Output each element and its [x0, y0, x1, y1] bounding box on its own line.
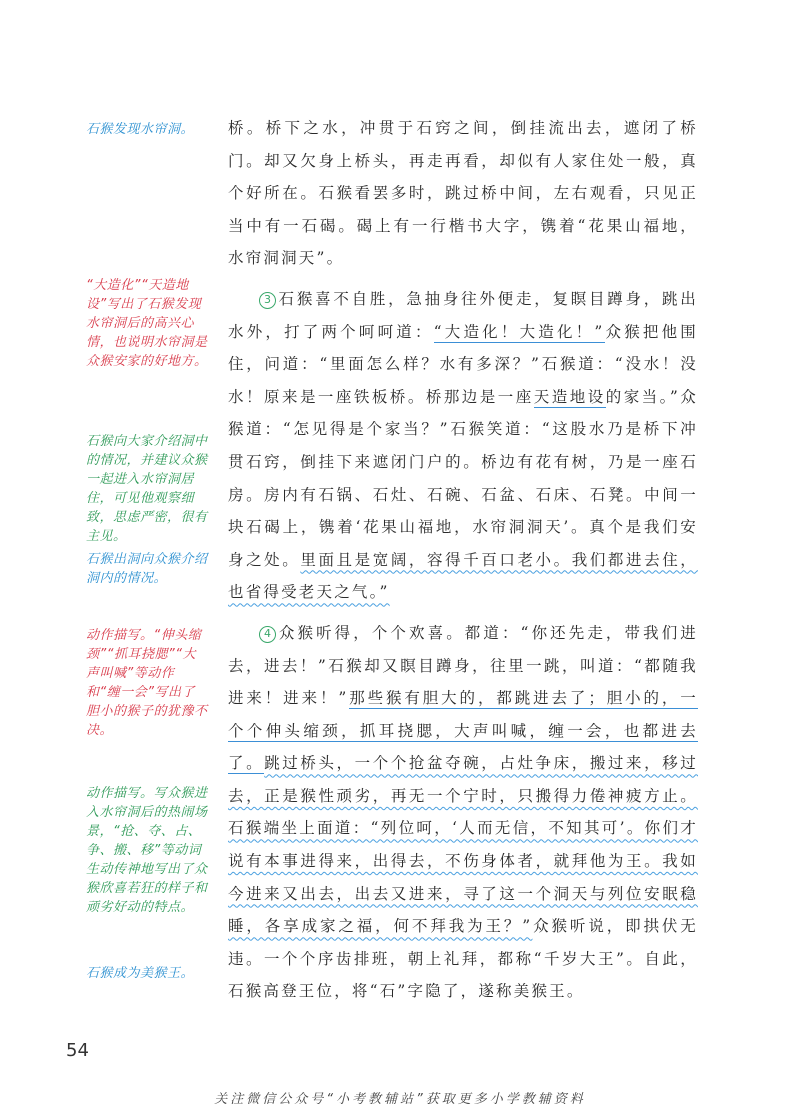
paragraph-3-text-a: 石猴喜不自胜，急抽身往外便走，复瞑目蹲身，跳出水外，打了两个呵呵道：	[228, 289, 698, 341]
margin-note-character: 石猴向大家介绍洞中的情况，并建议众猴一起进入水帘洞居住，可见他观察细致，思虑严密，很有主见。	[86, 434, 208, 544]
paragraph-number-4: 4	[259, 626, 276, 643]
margin-note-happiness: “大造化”“天造地设”写出了石猴发现水帘洞后的高兴心情，也说明水帘洞是众猴安家的好地方。	[86, 278, 208, 369]
underlined-phrase-da-zao-hua: “大造化！大造化！”	[433, 322, 605, 341]
paragraph-4-text-e: 众猴听说，即拱伏无违。一个个序齿排班，朝上礼拜，都称“千岁大王”。自此，石猴高登王位，将“石”字隐了，遂称美猴王。	[228, 917, 698, 1001]
wavy-underlined-sentence-spacious: 里面且是宽阔，容得千百口老小。我们都进去住，也省得受老天之气。”	[228, 550, 698, 602]
margin-note-lively-scene: 动作描写。写众猴进入水帘洞后的热闹场景，“抢、夺、占、争、搬、移”等动词生动传神地写出了众猴欣喜若狂的样子和顽劣好动的特点。	[86, 786, 208, 915]
main-text	[228, 112, 698, 1008]
underlined-phrase-tian-zao-di-she: 天造地设	[533, 387, 606, 406]
paragraph-number-3: 3	[259, 292, 276, 309]
paragraph-3-text-e: 的家当。”众猴道：“怎见得是个家当？”石猴笑道：“这股水乃是桥下冲贯石窍，倒挂下来遮闭门户的。桥边有花有树，乃是一座石房。房内有石锅、石灶、石碗、石盆、石床、石凳。中间一块石碣上，镌着‘花果山福地，水帘洞洞天’。真个是我们安身之处。	[228, 387, 699, 569]
page-number: 54	[66, 1040, 89, 1061]
margin-note-timid-monkeys: 动作描写。“伸头缩颈”“抓耳挠腮”“大声叫喊”等动作和“缠一会”写出了胆小的猴子的犹豫不决。	[86, 628, 208, 738]
margin-note-discovery: 石猴发现水帘洞。	[86, 122, 195, 137]
margin-note-introduce: 石猴出洞向众猴介绍洞内的情况。	[86, 552, 208, 586]
paragraph-4	[228, 617, 698, 1008]
wavy-underlined-sentence-lively-scene: 跳过桥头，一个个抢盆夺碗，占灶争床，搬过来，移过去，正是猴性顽劣，再无一个宁时，只搬得力倦神疲方止。	[228, 754, 698, 805]
paragraph-4-text-a: 众猴听得，个个欢喜。都道：“你还先走，带我们进去，进去！”石猴却又瞑目蹲身，往里一跳，叫道：“都随我进来！进来！”	[228, 623, 698, 708]
footer-watermark-text: 关注微信公众号“小考教辅站”获取更多小学教辅资料	[214, 1092, 586, 1107]
paragraph-1-text: 桥。桥下之水，冲贯于石窍之间，倒挂流出去，遮闭了桥门。却又欠身上桥头，再走再看，却似有人家住处一般，真个好所在。石猴看罢多时，跳过桥中间，左右观看，只见正当中有一石碣。碣上有一行楷书大字，镌着“花果山福地，水帘洞洞天”。	[228, 119, 698, 268]
paragraph-3-text-c: 众猴把他围住，问道：“里面怎么样？水有多深？”石猴道：“没水！没水！原来是一座铁板桥。桥那边是一座	[228, 322, 698, 406]
margin-note-king: 石猴成为美猴王。	[86, 966, 195, 981]
underlined-sentence-timid-monkeys: 那些猴有胆大的，都跳进去了；胆小的，一个个伸头缩颈，抓耳挠腮，大声叫喊，缠一会，也都进去了。	[228, 689, 698, 773]
paragraph-3	[228, 283, 698, 609]
paragraph-1	[228, 112, 698, 275]
wavy-underlined-sentence-king-speech: 石猴端坐上面道：“列位呵，‘人而无信，不知其可’。你们才说有本事进得来，出得去，不伤身体者，就拜他为王。我如今进来又出去，出去又进来，寻了这一个洞天与列位安眠稳睡，各享成家之福，何不拜我为王？”	[228, 819, 698, 936]
